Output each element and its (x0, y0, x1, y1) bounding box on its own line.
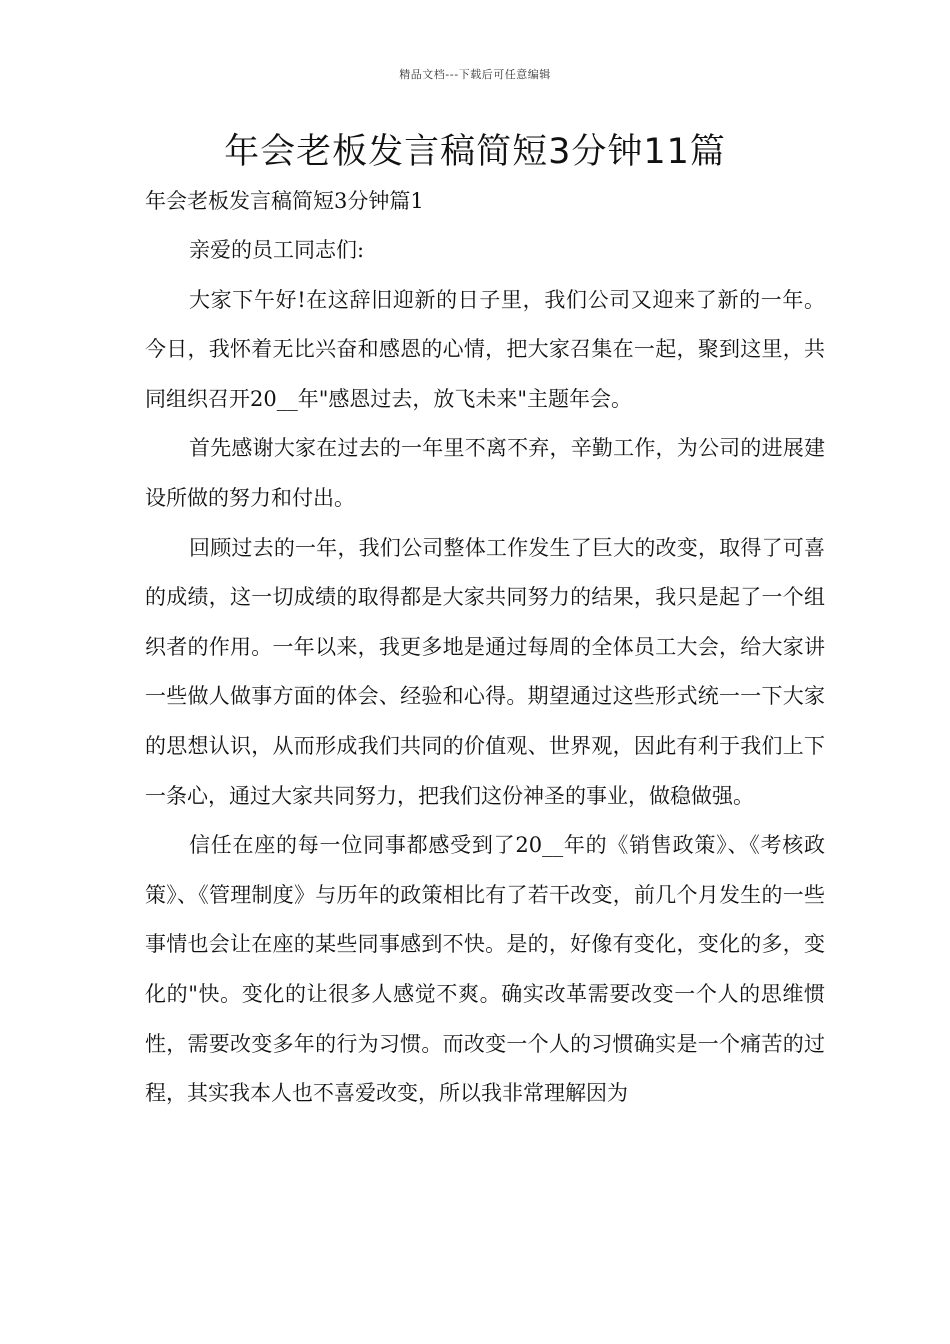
paragraph-thanks: 首先感谢大家在过去的一年里不离不弃，辛勤工作，为公司的进展建设所做的努力和付出。 (145, 436, 825, 510)
paragraph-changes: 信任在座的每一位同事都感受到了20__年的《销售政策》、《考核政策》、《管理制度》与历年的政策相比有了若干改变，前几个月发生的一些事情也会让在座的某些同事感到不快。是的，好像有变化，变化的多，变化的"快。变化的让很多人感觉不爽。确实改革需要改变一个人的思维惯性，需要改变多年的行为习惯。而改变一个人的习惯确实是一个痛苦的过程，其实我本人也不喜爱改变，所以我非常理解因为 (145, 833, 825, 1106)
paragraph-opening: 大家下午好!在这辞旧迎新的日子里，我们公司又迎来了新的一年。今日，我怀着无比兴奋和感恩的心情，把大家召集在一起，聚到这里，共同组织召开20__年"感恩过去，放飞未来"主题年会。 (145, 287, 825, 411)
paragraph-greeting: 亲爱的员工同志们: (189, 238, 365, 262)
document-title: 年会老板发言稿简短3分钟11篇 (224, 132, 726, 172)
section-subtitle: 年会老板发言稿简短3分钟篇1 (145, 189, 424, 213)
document-body (145, 181, 825, 1119)
page-header: 精品文档---下载后可任意编辑 (399, 68, 551, 81)
paragraph-review: 回顾过去的一年，我们公司整体工作发生了巨大的改变，取得了可喜的成绩，这一切成绩的取得都是大家共同努力的结果，我只是起了一个组织者的作用。一年以来，我更多地是通过每周的全体员工大会，给大家讲一些做人做事方面的体会、经验和心得。期望通过这些形式统一一下大家的思想认识，从而形成我们共同的价值观、世界观，因此有利于我们上下一条心，通过大家共同努力，把我们这份神圣的事业，做稳做强。 (145, 535, 825, 808)
